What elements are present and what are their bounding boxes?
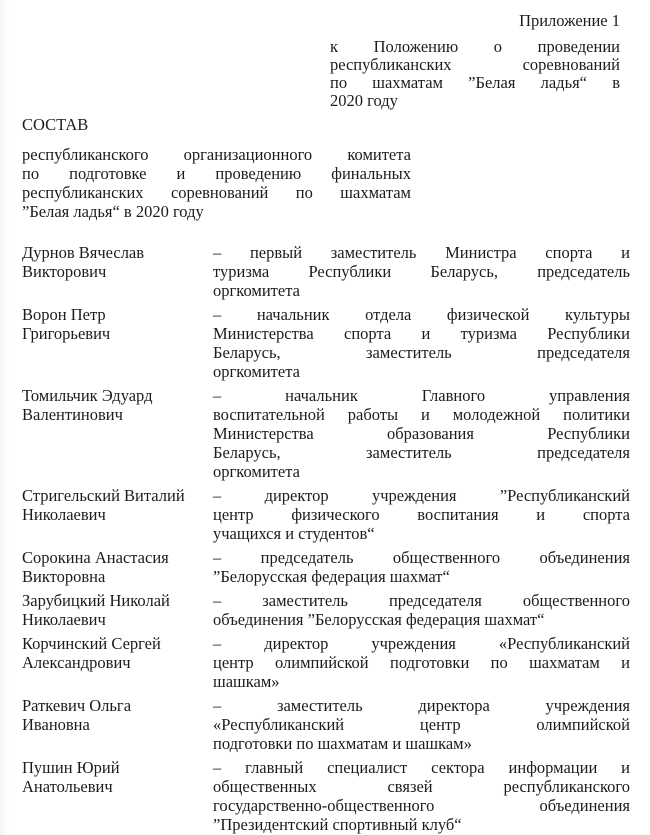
member-role-line: оргкомитета (213, 462, 300, 481)
member-name (22, 486, 213, 543)
member-name (22, 548, 213, 586)
member-role (213, 696, 630, 753)
member-role-line: – начальник Главного управления (213, 386, 630, 405)
appendix-note-line: 2020 году (330, 91, 398, 110)
appendix-note-line: к Положению о проведении (330, 37, 620, 56)
subtitle-line: республиканских соревнований по шахматам (22, 183, 411, 202)
subtitle-line: по подготовке и проведению финальных (22, 164, 411, 183)
member-role-line: шашкам» (213, 672, 280, 691)
member-role (213, 305, 630, 381)
committee-entry (22, 548, 630, 586)
member-name (22, 634, 213, 691)
member-role-line: – заместитель председателя общественного (213, 591, 630, 610)
member-role-line: центр физического воспитания и спорта (213, 505, 630, 524)
member-role-line: – директор учреждения ”Республиканский (213, 486, 630, 505)
committee-entry (22, 243, 630, 300)
member-name-line: Николаевич (22, 610, 106, 629)
subtitle-line: республиканского организационного комитета (22, 145, 411, 164)
member-name (22, 243, 213, 300)
member-name-line: Ивановна (22, 715, 90, 734)
member-role-line: объединения ”Белорусская федерация шахмат“ (213, 610, 545, 629)
member-role (213, 548, 630, 586)
member-name-line: Григорьевич (22, 324, 111, 343)
member-role-line: воспитательной работы и молодежной политики (213, 405, 630, 424)
member-role-line: центр олимпийской подготовки по шахматам и (213, 653, 630, 672)
member-name (22, 591, 213, 629)
committee-entry (22, 634, 630, 691)
member-role-line: подготовки по шахматам и шашкам» (213, 734, 472, 753)
appendix-note-line: республиканских соревнований (330, 55, 620, 74)
member-role-line: общественных связей республиканского (213, 777, 630, 796)
member-name-line: Николаевич (22, 505, 106, 524)
member-role-line: туризма Республики Беларусь, председатель (213, 262, 630, 281)
member-role-line: «Республиканский центр олимпийской (213, 715, 630, 734)
document-title: СОСТАВ (22, 115, 89, 134)
member-name (22, 386, 213, 481)
member-role-line: ”Президентский спортивный клуб“ (213, 815, 462, 834)
member-name-line: Викторович (22, 262, 107, 281)
member-name-line: Зарубицкий Николай (22, 591, 170, 610)
member-name-line: Валентинович (22, 405, 123, 424)
member-role (213, 243, 630, 300)
member-name (22, 696, 213, 753)
member-role-line: – директор учреждения «Республиканский (213, 634, 630, 653)
member-role (213, 634, 630, 691)
member-name-line: Анатольевич (22, 777, 113, 796)
member-name (22, 758, 213, 834)
member-name-line: Александрович (22, 653, 131, 672)
member-role-line: Беларусь, заместитель председателя (213, 343, 630, 362)
member-role (213, 591, 630, 629)
committee-entry (22, 386, 630, 481)
member-role-line: – председатель общественного объединения (213, 548, 630, 567)
member-role-line: Министерства образования Республики (213, 424, 630, 443)
member-role-line: – первый заместитель Министра спорта и (213, 243, 630, 262)
committee-entry (22, 305, 630, 381)
appendix-note (330, 38, 620, 110)
member-role-line: Министерства спорта и туризма Республики (213, 324, 630, 343)
member-role-line: учащихся и студентов“ (213, 524, 375, 543)
member-name-line: Пушин Юрий (22, 758, 120, 777)
member-role-line: – заместитель директора учреждения (213, 696, 630, 715)
member-role (213, 758, 630, 834)
member-name-line: Викторовна (22, 567, 106, 586)
member-role-line: – главный специалист сектора информации и (213, 758, 630, 777)
committee-entry (22, 758, 630, 834)
member-name-line: Стригельский Виталий (22, 486, 185, 505)
member-role-line: оргкомитета (213, 362, 300, 381)
subtitle-line: ”Белая ладья“ в 2020 году (22, 202, 204, 221)
member-role-line: Беларусь, заместитель председателя (213, 443, 630, 462)
member-name-line: Сорокина Анастасия (22, 548, 169, 567)
committee-entry (22, 486, 630, 543)
committee-entry (22, 696, 630, 753)
member-name-line: Корчинский Сергей (22, 634, 161, 653)
member-role-line: оргкомитета (213, 281, 300, 300)
member-name-line: Дурнов Вячеслав (22, 243, 145, 262)
member-role (213, 486, 630, 543)
committee-list (22, 243, 630, 834)
appendix-label: Приложение 1 (519, 11, 620, 30)
member-role-line: государственно-общественного объединения (213, 796, 630, 815)
committee-entry (22, 591, 630, 629)
document-subtitle (22, 145, 411, 221)
member-name-line: Томильчик Эдуард (22, 386, 153, 405)
member-role-line: ”Белорусская федерация шахмат“ (213, 567, 450, 586)
member-role (213, 386, 630, 481)
member-name (22, 305, 213, 381)
member-name-line: Раткевич Ольга (22, 696, 132, 715)
member-name-line: Ворон Петр (22, 305, 106, 324)
appendix-note-line: по шахматам ”Белая ладья“ в (330, 73, 620, 92)
member-role-line: – начальник отдела физической культуры (213, 305, 630, 324)
